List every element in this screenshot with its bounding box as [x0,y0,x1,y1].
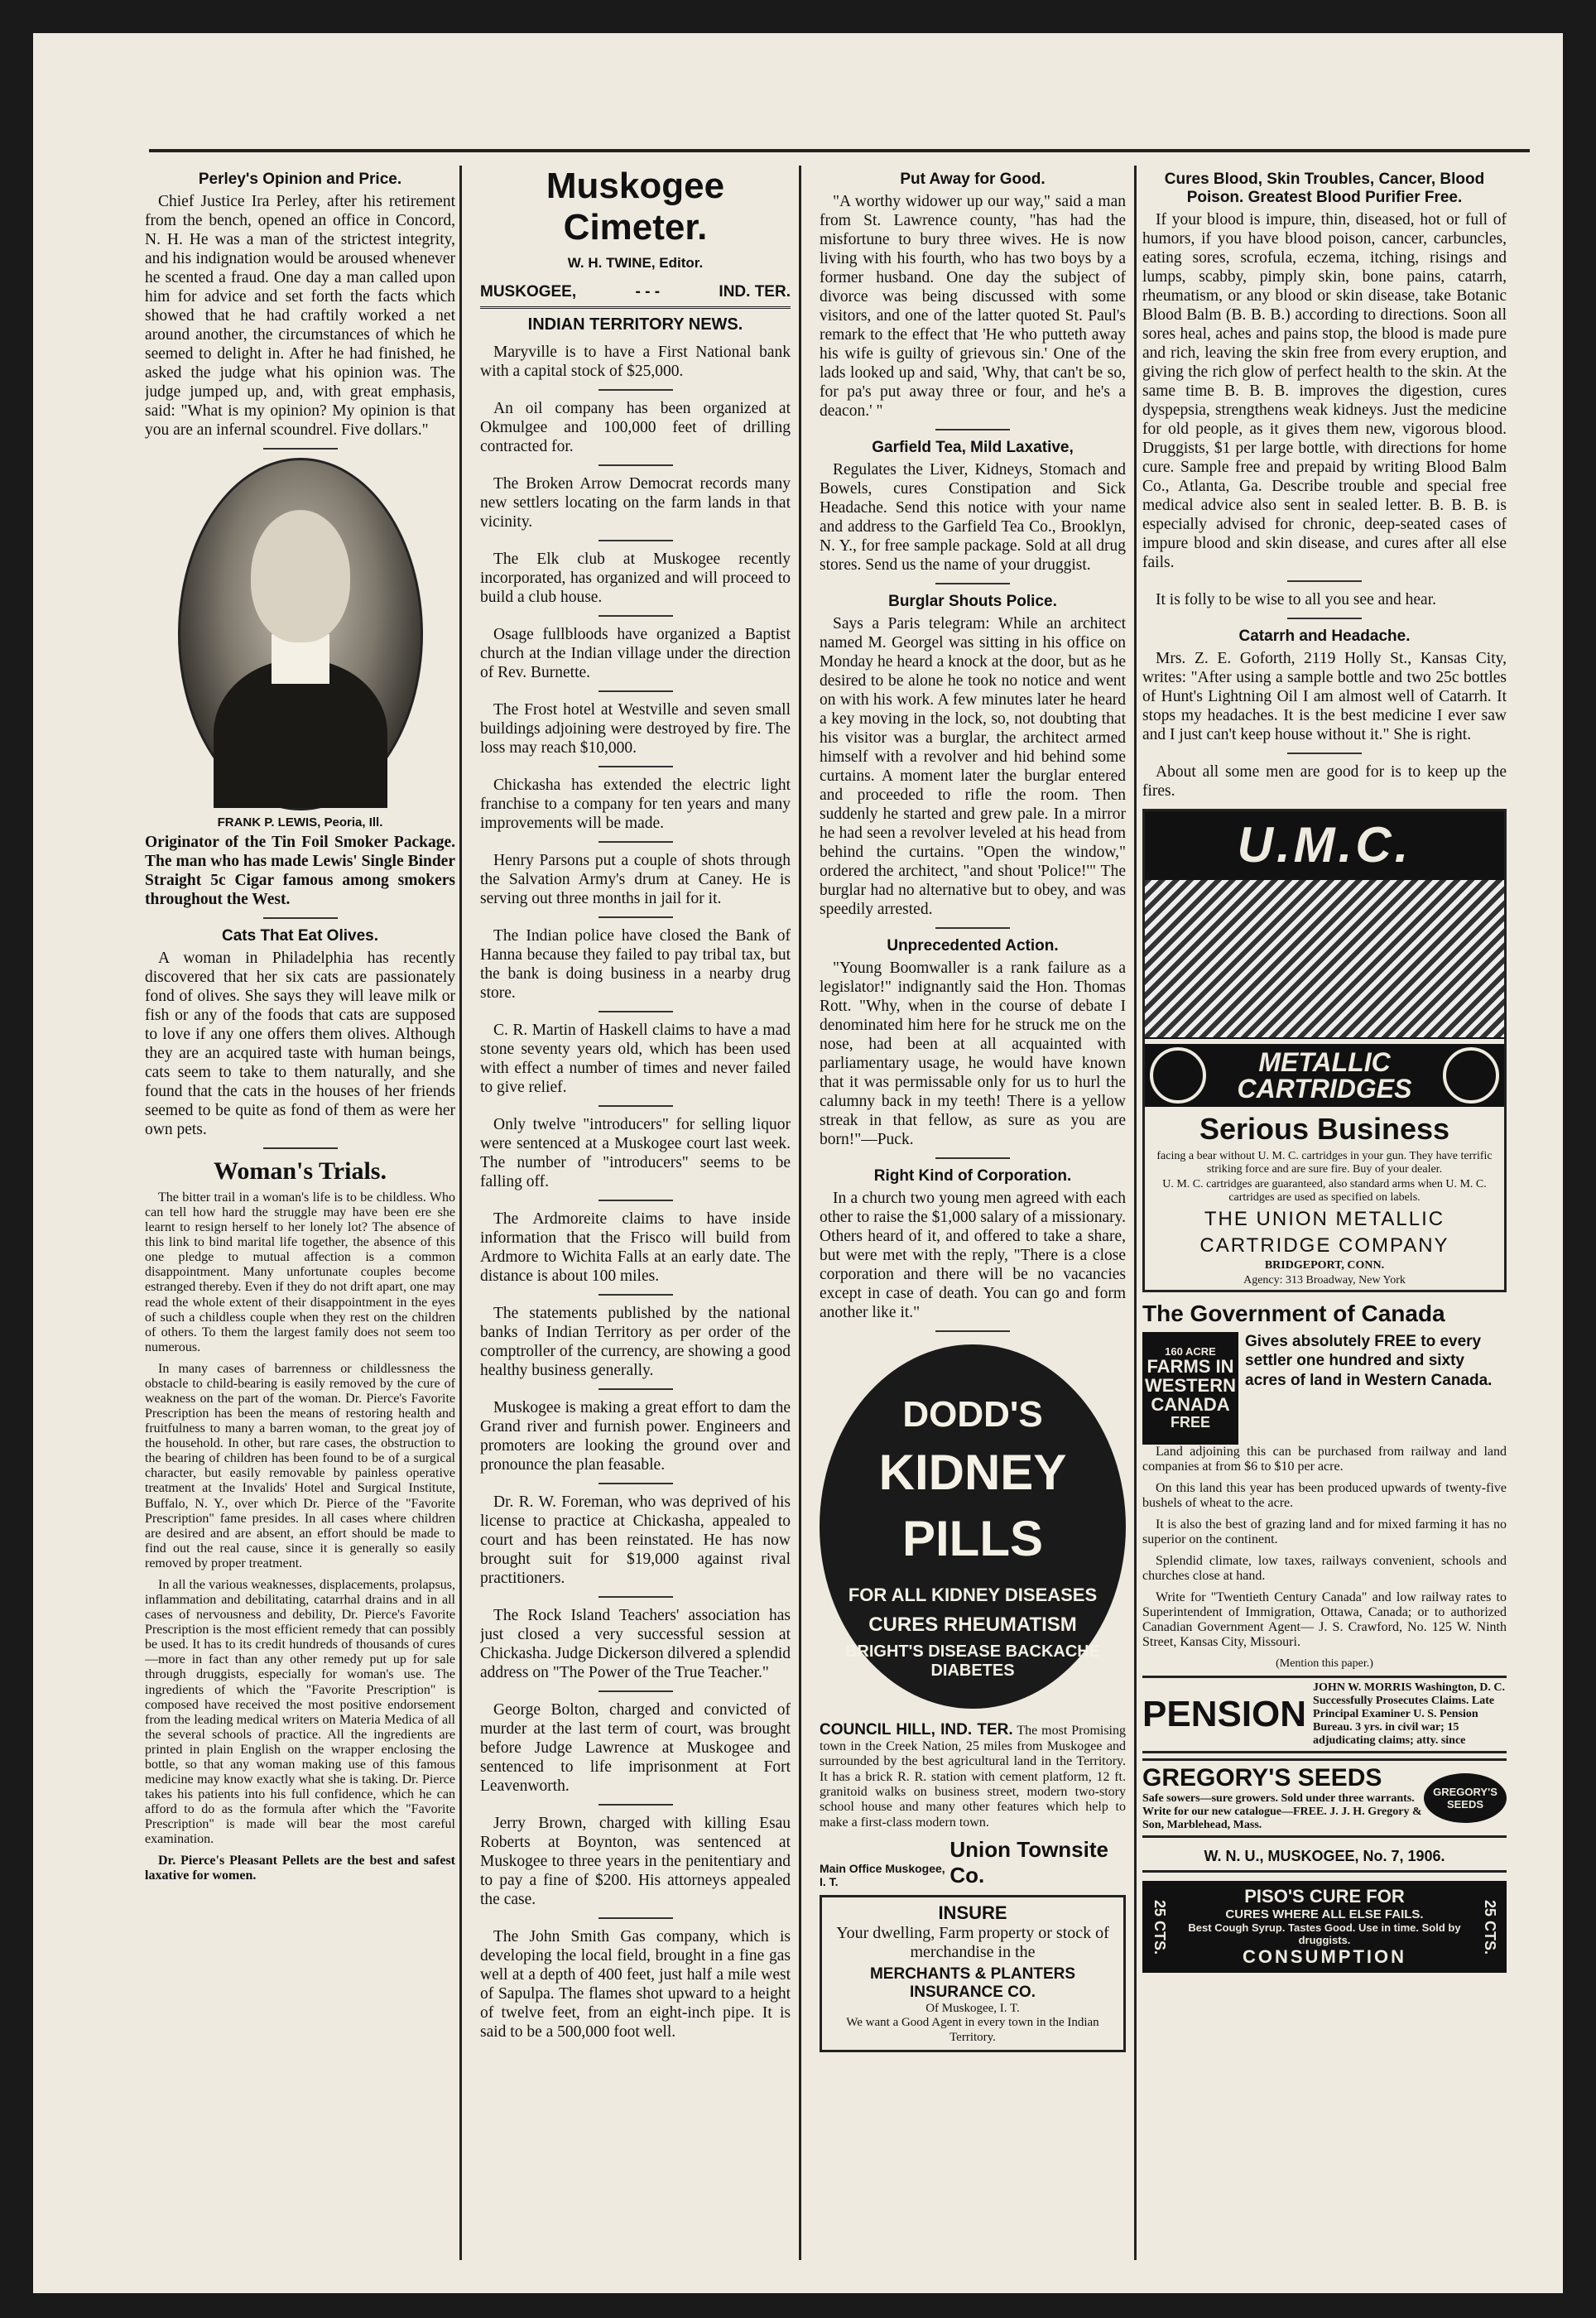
womans-trials-p3: In all the various weaknesses, displacements, prolapsus, inflammation and debilitating, catarrhal drains and in all cases of nervousness and debility, Dr. Pierce's Favorite Prescription is the most efficient remedy that can possibly be used. It has to its credit hundreds of thousands of cures—more in fact than any other remedy put up for sale through druggists, especially for woman's use. The ingredients of which the "Favorite Prescription" is composed have received the most positive endorsement from the leading medical writers on Materia Medica of all the several schools of practice. All the ingredients are printed in plain English on the wrapper enclosing the bottle, so that any woman making use of this famous medicine may know exactly what she is taking. Dr. Pierce takes his patients into his full confidence, which he can afford to do as the formula after which the "Favorite Prescription" is made will bear the most careful examination. [145,1577,455,1847]
council-hill-head: COUNCIL HILL, IND. TER. [820,1721,1013,1738]
column-rule [799,166,801,2260]
council-hill-text: The most Promising town in the Creek Nation, 25 miles from Muskogee and surrounded by the best agricultural land in the Territory. It has a brick R. R. station with cement platform, 12 ft. granitoid walks on business street, modern two-story school house and many other features which help to make a first-class modern town. [820,1724,1126,1830]
council-hill-ad [820,1721,1126,1830]
divider [1287,753,1362,754]
news-item: Dr. R. W. Foreman, who was deprived of his license to practice at Chickasha, appealed to court and has been reinstated. He has now brought suit for $19,000 against rival practitioners. [480,1493,791,1587]
divider [263,448,338,450]
catarrh-headline: Catarrh and Headache. [1238,628,1411,645]
news-item: Maryville is to have a First National bank with a capital stock of $25,000. [480,344,791,380]
insure-text: Your dwelling, Farm property or stock of merchandise in the [836,1924,1109,1962]
dodds-pills: PILLS [901,1511,1043,1566]
news-item: The Rock Island Teachers' association has just closed a very successful session at Chickasha. Judge Dickerson dilvered a splendid address on "The Power of the True Teacher." [480,1607,791,1681]
news-item: Henry Parsons put a couple of shots through the Salvation Army's drum at Caney. He is serving out three months in jail for it. [480,852,791,907]
divider [598,841,673,843]
insure-want: We want a Good Agent in every town in the Indian Territory. [846,2016,1099,2044]
dodds-name: DODD'S [902,1394,1043,1435]
divider [263,917,338,919]
put-away-headline: Put Away for Good. [900,171,1046,188]
divider [935,1157,1010,1159]
corporation-story: In a church two young men agreed with each other to raise the $1,000 salary of a missionary. Others heard of it, and offered to take a share, but were met with the reply, "There is a close corporation and there will be no vacancies except in case of death. You can go and form another like it." [820,1190,1126,1321]
divider [935,429,1010,430]
umc-co-2: CARTRIDGE COMPANY [1199,1234,1449,1258]
cats-headline: Cats That Eat Olives. [221,927,378,945]
womans-trials-p1: The bitter trail in a woman's life is to be childless. Who can tell how hard the struggle may have been ere she learnt to resign herself to her lonely lot? The absence of this link to bind marital life together, the absence of this one pledge to mutual affection is a common disappointment. Many unfortunate couples become estranged thereby. Even if they do not drift apart, one may read the whole extent of their disappointment in the eyes of such a childless couple when they rest on the children of others. To them the largest family does not seem too numerous. [145,1190,455,1354]
canada-farms-block [1142,1332,1507,1445]
divider [598,540,673,541]
union-townsite-co: Union Townsite Co. [949,1837,1108,1888]
catarrh-story: Mrs. Z. E. Goforth, 2119 Holly St., Kansas City, writes: "After using a sample bottle and two 25c bottles of Hunt's Lightning Oil I am almost well of Catarrh. It stops my headaches. It is the best medicine I ever saw and I just can't keep house without it." She is right. [1142,650,1507,743]
dodds-line-1: FOR ALL KIDNEY DISEASES [848,1585,1098,1605]
perley-story: Chief Justice Ira Perley, after his retirement from the bench, opened an office in Concord, N. H. He was a man of the strictest integrity, and his indignation would be aroused whenever he scented a fraud. One day a man called upon him for advice and set forth the facts which showed that he had craftily worked a net around another, the circumstances of which he seemed to delight in. After he had finished, he asked the judge what his opinion was. The judge jumped up, and, with great emphasis, said: "What is my opinion? My opinion is that you are an infernal scoundrel. Five dollars." [145,193,455,439]
piso-line-1: PISO'S CURE FOR [1244,1886,1405,1907]
canada-p1: Land adjoining this can be purchased from railway and land companies at from $6 to $10 per acre. [1142,1444,1507,1474]
dodds-pills-ad [820,1344,1126,1709]
unprecedented-headline: Unprecedented Action. [887,937,1059,955]
umc-co-1: THE UNION METALLIC [1204,1208,1445,1231]
piso-line-2: CURES WHERE ALL ELSE FAILS. [1225,1907,1424,1922]
news-item: The John Smith Gas company, which is developing the local field, brought in a fine gas well at a depth of 400 feet, just half a mile west of Sapulpa. The flames shot upward to a height of twelve feet, from an eight-inch pipe. It is said to be a 500,000 foot well. [480,1928,791,2041]
umc-small-1: facing a bear without U. M. C. cartridges in your gun. They have terrific striking force and are sure fire. Buy of your dealer. [1156,1150,1493,1176]
burglar-story: Says a Paris telegram: While an architect named M. Georgel was sitting in his office on Monday he heard a knock at the door, but as he desired to be alone he took no notice and went on with his work. A few minutes later he heard a key moving in the lock, so, not doubting that his visitor was a burglar, the architect armed himself with a revolver and hid behind some curtains. A moment later the burglar entered and proceeded to rifle the room. Then suddenly he started and grew pale. In a mirror he had seen a revolver leveled at his head from behind the curtains. "Open the window," ordered the architect, "and shout 'Police!'" The burglar had no alternative but to obey, and was speedily arrested. [820,615,1126,918]
put-away-story: "A worthy widower up our way," said a man from St. Lawrence county, "has had the misfortune to bury three wives. He is now living with his fourth, who has two boys by a former husband. One day the subject of divorce was being discussed with some visitors, and one of the latter quoted St. Paul's remark to the effect that 'He who putteth away his wife is guilty of grievous sin.' One of the lads looked up and said, 'Why, that can't be so, for pa's put away three or four, and he's a deacon.' " [820,193,1126,420]
garfield-story: Regulates the Liver, Kidneys, Stomach and Bowels, cures Constipation and Sick Headache. Send this notice with your name and address to the Garfield Tea Co., Brooklyn, N. Y., for free sample package. Sold at all drug stores. Send us the name of your druggist. [820,461,1126,574]
newspaper-page [33,33,1563,2293]
column-4 [1142,166,1507,1973]
umc-cartridges: METALLIC CARTRIDGES [1237,1047,1412,1104]
canada-p3: It is also the best of grazing land and for mixed farming it has no superior on the continent. [1142,1517,1507,1546]
top-rule [149,149,1530,152]
garfield-headline: Garfield Tea, Mild Laxative, [872,439,1074,456]
divider [598,1690,673,1692]
pension-text: JOHN W. MORRIS Washington, D. C. Successfully Prosecutes Claims. Late Principal Examiner U. S. Pension Bureau. 3 yrs. in civil war; 15 adjudicating claims; atty. since [1313,1681,1506,1747]
umc-city: BRIDGEPORT, CONN. [1264,1259,1385,1272]
divider [1287,618,1362,619]
piso-line-3: Best Cough Syrup. Tastes Good. Use in time. Sold by druggists. [1188,1921,1461,1947]
piso-price-left: 25 CTS. [1151,1899,1168,1955]
insurance-ad [820,1895,1126,2052]
news-item: Jerry Brown, charged with killing Esau Roberts at Boynton, was sentenced at Muskogee to three years in the penitentiary and to pay a fine of $200. His attorneys appealed the case. [480,1815,791,1908]
section-heading: INDIAN TERRITORY NEWS. [527,315,743,334]
pension-ad [1142,1676,1507,1753]
divider [598,1011,673,1012]
corporation-headline: Right Kind of Corporation. [873,1167,1072,1185]
fires-line: About all some men are good for is to keep up the fires. [1142,763,1507,800]
lewis-text: Originator of the Tin Foil Smoker Package. The man who has made Lewis' Single Binder Straight 5c Cigar famous among smokers throughout the West. [145,834,455,908]
council-office: Main Office Muskogee, I. T. [820,1862,945,1889]
news-item: An oil company has been organized at Okmulgee and 100,000 feet of drilling contracted for. [480,400,791,455]
news-item: The Ardmoreite claims to have inside information that the Frisco will build from Ardmore to Wichita Falls at an early date. The distance is about 100 miles. [480,1210,791,1285]
news-list [480,343,791,2041]
cartridge-bar [1145,1044,1504,1107]
divider [935,583,1010,584]
divider [598,389,673,391]
insure-of: Of Muskogee, I. T. [925,2002,1020,2016]
divider [598,1105,673,1107]
cartridge-icon [1443,1047,1499,1104]
perley-headline: Perley's Opinion and Price. [198,171,402,188]
divider [598,1804,673,1806]
blood-headline: Cures Blood, Skin Troubles, Cancer, Blood Poison. Greatest Blood Purifier Free. [1164,171,1485,206]
divider [598,1596,673,1598]
divider [598,916,673,918]
divider [598,1917,673,1919]
portrait-image [178,458,423,810]
news-item: The Frost hotel at Westville and seven small buildings adjoining were destroyed by fire. The loss may reach $10,000. [480,701,791,757]
insure-company: MERCHANTS & PLANTERS INSURANCE CO. [869,1965,1076,2002]
gregory-word: GREGORY'S SEEDS [1142,1763,1382,1791]
editor-line: W. H. TWINE, Editor. [567,255,704,271]
news-item: The Indian police have closed the Bank of Hanna because they failed to pay tribal tax, but the bank is doing business in a nearby drug store. [480,927,791,1002]
news-item: Muskogee is making a great effort to dam the Grand river and furnish power. Engineers and promoters are looking the ground over and pronounce the plan feasable. [480,1399,791,1474]
piso-ad [1142,1881,1507,1973]
divider [598,766,673,767]
umc-small-2: U. M. C. cartridges are guaranteed, also standard arms when U. M. C. cartridges are used as specified on labels. [1162,1178,1487,1205]
umc-banner: U.M.C. [1145,811,1504,878]
canada-farms-box: 160 ACRE FARMS IN WESTERN CANADA FREE [1142,1332,1238,1445]
gregory-logo: GREGORY'S SEEDS [1424,1773,1507,1823]
umc-ad [1142,809,1507,1292]
umc-serious: Serious Business [1199,1112,1450,1146]
divider [598,1200,673,1201]
column-1 [145,166,455,1891]
folly-line: It is folly to be wise to all you see and hear. [1156,591,1437,608]
umc-agency: Agency: 313 Broadway, New York [1243,1274,1406,1287]
dateline-city: MUSKOGEE, [480,283,577,301]
cartridge-icon [1150,1047,1206,1104]
dateline [480,278,791,309]
burglar-headline: Burglar Shouts Police. [888,593,1057,610]
piso-price-right: 25 CTS. [1482,1899,1498,1955]
blood-story: If your blood is impure, thin, diseased, hot or full of humors, if you have blood poison, cancer, carbuncles, eating sores, scrofula, eczema, itching, risings and lumps, scabby, pimply skin, bone pains, catarrh, rheumatism, or any blood or skin disease, take Botanic Blood Balm (B. B. B.) according to directions. Soon all sores heal, aches and pains stop, the blood is made pure and rich, leaving the skin free from every eruption, and giving the rich glow of perfect health to the skin. At the same time B. B. B. improves the digestion, cures dyspepsia, strengthens weak kidneys. Just the medicine for old people, as it gives them new, vigorous blood. Druggists, $1 per large bottle, with directions for home cure. Sample free and prepaid by writing Blood Balm Co., Atlanta, Ga. Describe trouble and special free medical advice also sent in sealed letter. B. B. B. is especially advised for chronic, deep-seated cases of impure blood and skin disease, and cures after all else fails. [1142,211,1507,571]
canada-mention: (Mention this paper.) [1276,1657,1373,1670]
union-townsite-line [820,1837,1126,1888]
unprecedented-story: "Young Boomwaller is a rank failure as a legislator!" indignantly said the Hon. Thomas Rott. "Why, when in the course of debate I denominated him here for he struck me on the nose, had been at all acquainted with parliamentary usage, he would have known that it was permissable only for us to hurl the calumny back in my teeth! There is a yellow streak in that fellow, as sure as you are born!"—Puck. [820,959,1126,1148]
news-item: The Elk club at Muskogee recently incorporated, has organized and will proceed to build a club house. [480,551,791,606]
divider [598,464,673,466]
womans-trials-p2: In many cases of barrenness or childlessness the obstacle to child-bearing is easily removed by the cure of weakness on the part of the woman. Dr. Pierce's Favorite Prescription has been the means of restoring health and fruitfulness to many a barren woman, to the great joy of the household. In other, but rare cases, the obstruction to the bearing of children has been found to be of a surgical character, but easily removable by painless operative treatment at the Invalids' Hotel and Surgical Institute, Buffalo, N. Y., over which Dr. Pierce of the "Favorite Prescription" fame presides. In all cases where children are desired and are absent, an effort should be made to find out the real cause, since it is generally so easily removed by proper treatment. [145,1361,455,1570]
column-3 [820,166,1126,2052]
portrait-caption: FRANK P. LEWIS, Peoria, Ill. [217,815,383,830]
column-2 [480,166,791,2048]
divider [598,1388,673,1390]
dateline-territory: IND. TER. [719,283,791,301]
womans-trials-headline: Woman's Trials. [214,1157,387,1185]
news-item: Osage fullbloods have organized a Baptist church at the Indian village under the direction of Rev. Burnette. [480,626,791,681]
cats-story: A woman in Philadelphia has recently discovered that her six cats are passionately fond of olives. She says they will leave milk or fish or any of the foods that cats are supposed to love if any one offers them olives. Although they are an acquired taste with human beings, cats seem to take to them naturally, and she found that the cats in the houses of her friends seemed to be quite as fond of them as were her own pets. [145,950,455,1138]
womans-trials-p4: Dr. Pierce's Pleasant Pellets are the best and safest laxative for women. [145,1854,455,1883]
pension-word: PENSION [1142,1693,1307,1734]
insure-head: INSURE [938,1902,1007,1924]
divider [263,1147,338,1149]
piso-line-4: CONSUMPTION [1243,1946,1406,1968]
news-item: Only twelve "introducers" for selling liquor were sentenced at a Muskogee court last week. The number of "introducers" seems to be falling off. [480,1116,791,1190]
gregory-text: Safe sowers—sure growers. Sold under three warrants. Write for our new catalogue—FREE. J. J. H. Gregory & Son, Marblehead, Mass. [1142,1791,1422,1832]
bear-hunt-illustration [1145,878,1504,1039]
divider [935,927,1010,929]
news-item: Chickasha has extended the electric light franchise to a company for ten years and many improvements will be made. [480,777,791,832]
dateline-dots: - - - [635,283,661,301]
divider [598,1294,673,1296]
news-item: George Bolton, charged and convicted of murder at the last term of court, was brought before Judge Lawrence at Muskogee and sentenced to life imprisonment at Fort Leavenworth. [480,1701,791,1795]
dodds-kidney: KIDNEY [878,1445,1067,1500]
canada-p4: Splendid climate, low taxes, railways convenient, schools and churches close at hand. [1142,1554,1507,1584]
divider [935,1330,1010,1332]
canada-gives: Gives absolutely FREE to every settler one hundred and sixty acres of land in Western Canada. [1245,1332,1493,1390]
news-item: The Broken Arrow Democrat records many new settlers locating on the farm lands in that vicinity. [480,475,791,531]
column-rule [459,166,462,2260]
news-item: The statements published by the national banks of Indian Territory as per order of the comptroller of the currency, are showing a good healthy business generally. [480,1305,791,1379]
gregory-ad [1142,1758,1507,1838]
masthead: Muskogee Cimeter. [546,166,725,248]
canada-headline: The Government of Canada [1142,1300,1445,1326]
column-rule [1134,166,1137,2260]
dodds-line-3: BRIGHT'S DISEASE BACKACHE DIABETES [844,1642,1101,1680]
canada-p2: On this land this year has been produced upwards of twenty-five bushels of wheat to the acre. [1142,1480,1507,1510]
divider [598,1483,673,1484]
news-item: C. R. Martin of Haskell claims to have a mad stone seventy years old, which has been used with effect a number of times and never failed to give relief. [480,1022,791,1096]
canada-p5: Write for "Twentieth Century Canada" and low railway rates to Superintendent of Immigration, Ottawa, Canada; or to authorized Canadian Government Agent— J. S. Crawford, No. 125 W. Ninth Street, Kansas City, Missouri. [1142,1590,1507,1650]
wnu-line: W. N. U., MUSKOGEE, No. 7, 1906. [1142,1843,1507,1873]
dodds-line-2: CURES RHEUMATISM [868,1613,1077,1636]
divider [598,615,673,617]
divider [1287,580,1362,582]
divider [598,690,673,692]
